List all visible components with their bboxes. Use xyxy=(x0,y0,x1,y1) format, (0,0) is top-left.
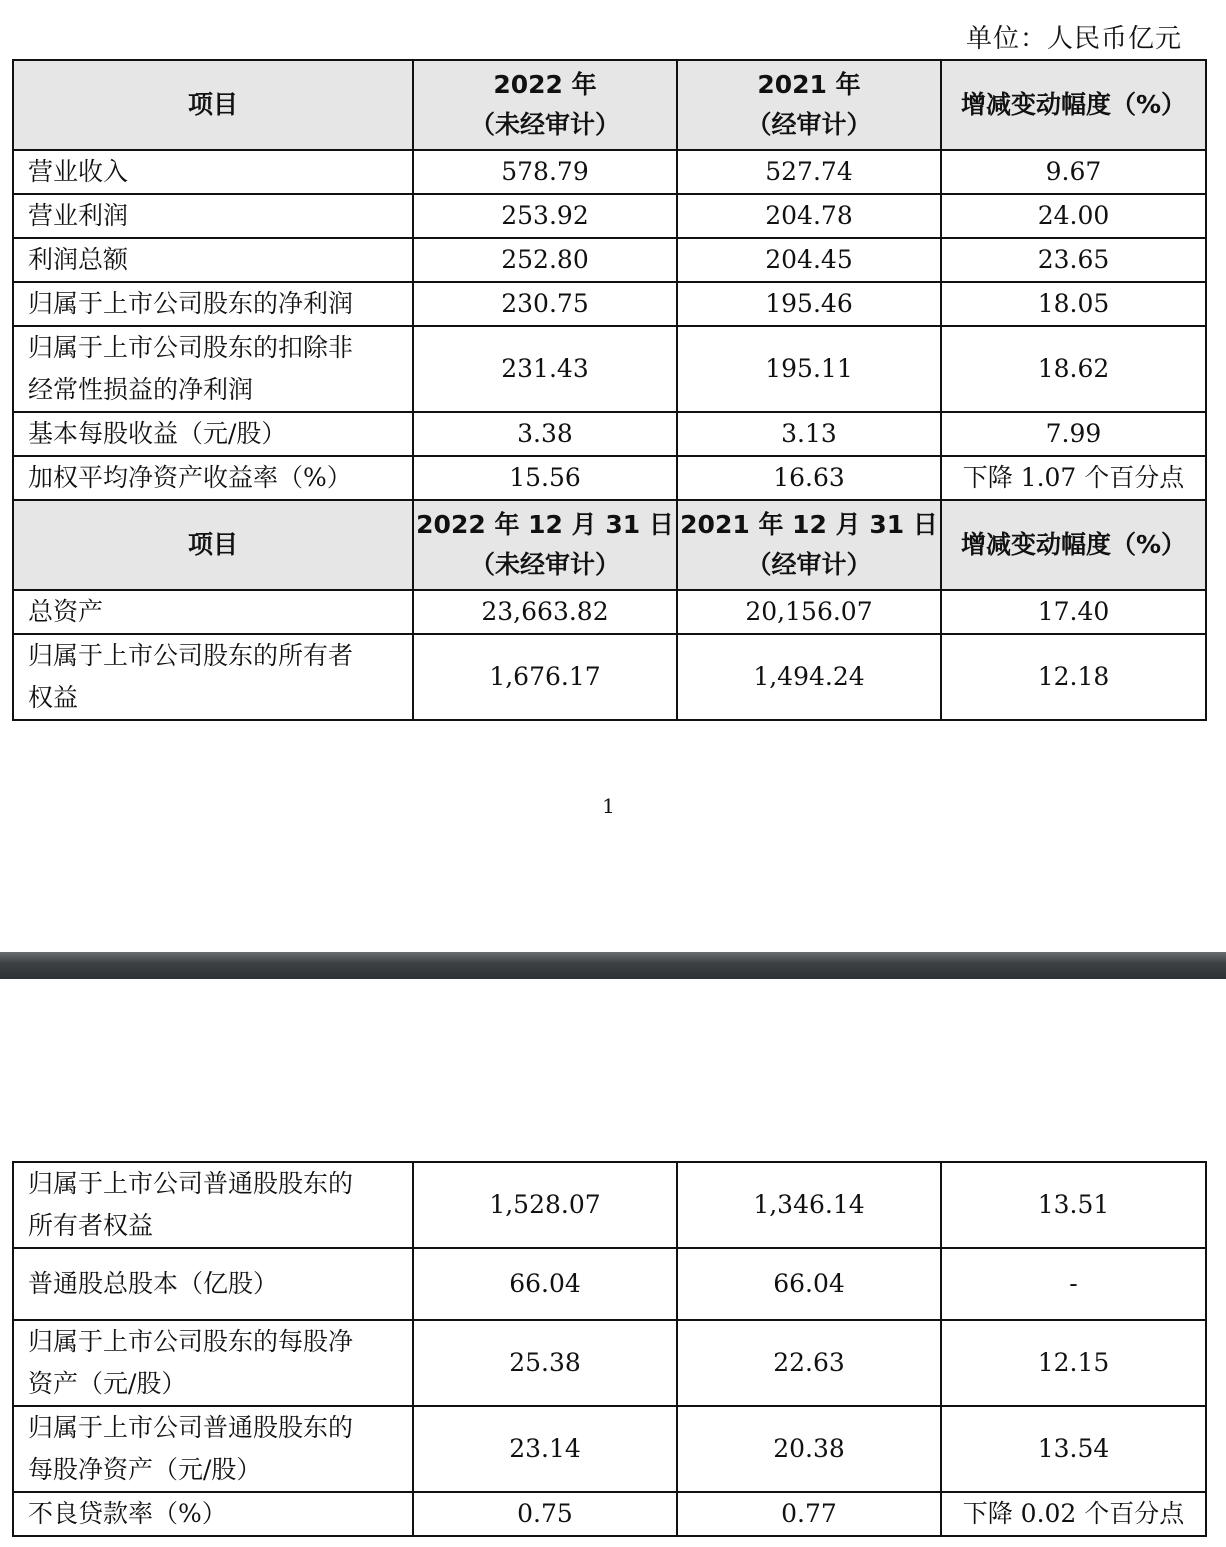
table-row xyxy=(13,412,1206,456)
value-2021: 22.63 xyxy=(677,1320,941,1406)
value-2021: 1,346.14 xyxy=(677,1162,941,1248)
financial-summary-table xyxy=(12,59,1207,721)
table-row xyxy=(13,1492,1206,1536)
financial-summary-table-continued xyxy=(12,1161,1207,1537)
header-change: 增减变动幅度（%） xyxy=(941,500,1206,590)
value-2022: 252.80 xyxy=(413,238,677,282)
value-change: 13.54 xyxy=(941,1406,1206,1492)
table-row xyxy=(13,1248,1206,1320)
value-2021: 204.78 xyxy=(677,194,941,238)
value-2022: 23.14 xyxy=(413,1406,677,1492)
table-header-row xyxy=(13,500,1206,590)
header-date-2022: 2022 年 12 月 31 日 （未经审计） xyxy=(413,500,677,590)
value-2021: 0.77 xyxy=(677,1492,941,1536)
row-label: 营业利润 xyxy=(13,194,413,238)
value-change: 下降 1.07 个百分点 xyxy=(941,456,1206,500)
value-change: - xyxy=(941,1248,1206,1320)
value-change: 9.67 xyxy=(941,150,1206,194)
table-row xyxy=(13,150,1206,194)
value-2021: 20,156.07 xyxy=(677,590,941,634)
value-change: 12.15 xyxy=(941,1320,1206,1406)
row-label: 营业收入 xyxy=(13,150,413,194)
row-label: 基本每股收益（元/股） xyxy=(13,412,413,456)
unit-label: 单位：人民币亿元 xyxy=(965,24,1182,54)
table-row xyxy=(13,326,1206,412)
value-change: 18.62 xyxy=(941,326,1206,412)
value-2022: 578.79 xyxy=(413,150,677,194)
row-label: 归属于上市公司普通股股东的 每股净资产（元/股） xyxy=(13,1406,413,1492)
value-change: 23.65 xyxy=(941,238,1206,282)
value-2021: 16.63 xyxy=(677,456,941,500)
row-label: 利润总额 xyxy=(13,238,413,282)
row-label: 归属于上市公司股东的净利润 xyxy=(13,282,413,326)
value-2022: 0.75 xyxy=(413,1492,677,1536)
value-2022: 25.38 xyxy=(413,1320,677,1406)
table-row xyxy=(13,634,1206,720)
table-row xyxy=(13,456,1206,500)
value-change: 24.00 xyxy=(941,194,1206,238)
row-label: 归属于上市公司股东的所有者 权益 xyxy=(13,634,413,720)
value-change: 17.40 xyxy=(941,590,1206,634)
value-2022: 3.38 xyxy=(413,412,677,456)
value-2022: 15.56 xyxy=(413,456,677,500)
value-change: 下降 0.02 个百分点 xyxy=(941,1492,1206,1536)
row-label: 普通股总股本（亿股） xyxy=(13,1248,413,1320)
value-2022: 23,663.82 xyxy=(413,590,677,634)
value-2021: 3.13 xyxy=(677,412,941,456)
header-2022: 2022 年 （未经审计） xyxy=(413,60,677,150)
header-item: 项目 xyxy=(13,60,413,150)
value-change: 12.18 xyxy=(941,634,1206,720)
value-change: 18.05 xyxy=(941,282,1206,326)
value-2021: 20.38 xyxy=(677,1406,941,1492)
value-2022: 1,528.07 xyxy=(413,1162,677,1248)
row-label: 加权平均净资产收益率（%） xyxy=(13,456,413,500)
table-row xyxy=(13,590,1206,634)
value-2021: 527.74 xyxy=(677,150,941,194)
value-2022: 230.75 xyxy=(413,282,677,326)
table-row xyxy=(13,238,1206,282)
value-2021: 1,494.24 xyxy=(677,634,941,720)
header-date-2021: 2021 年 12 月 31 日 （经审计） xyxy=(677,500,941,590)
table-row xyxy=(13,1320,1206,1406)
value-2022: 1,676.17 xyxy=(413,634,677,720)
table-row xyxy=(13,1162,1206,1248)
value-2021: 66.04 xyxy=(677,1248,941,1320)
value-2022: 253.92 xyxy=(413,194,677,238)
row-label: 归属于上市公司普通股股东的 所有者权益 xyxy=(13,1162,413,1248)
header-2021: 2021 年 （经审计） xyxy=(677,60,941,150)
header-item: 项目 xyxy=(13,500,413,590)
row-label: 总资产 xyxy=(13,590,413,634)
row-label: 归属于上市公司股东的扣除非 经常性损益的净利润 xyxy=(13,326,413,412)
table-row xyxy=(13,282,1206,326)
page-divider xyxy=(0,952,1226,979)
value-2021: 195.11 xyxy=(677,326,941,412)
row-label: 归属于上市公司股东的每股净 资产（元/股） xyxy=(13,1320,413,1406)
value-2021: 204.45 xyxy=(677,238,941,282)
value-2022: 66.04 xyxy=(413,1248,677,1320)
value-change: 13.51 xyxy=(941,1162,1206,1248)
value-2022: 231.43 xyxy=(413,326,677,412)
value-change: 7.99 xyxy=(941,412,1206,456)
table-row xyxy=(13,1406,1206,1492)
row-label: 不良贷款率（%） xyxy=(13,1492,413,1536)
table-row xyxy=(13,194,1206,238)
value-2021: 195.46 xyxy=(677,282,941,326)
header-change: 增减变动幅度（%） xyxy=(941,60,1206,150)
table-header-row xyxy=(13,60,1206,150)
page-number: 1 xyxy=(602,794,615,818)
